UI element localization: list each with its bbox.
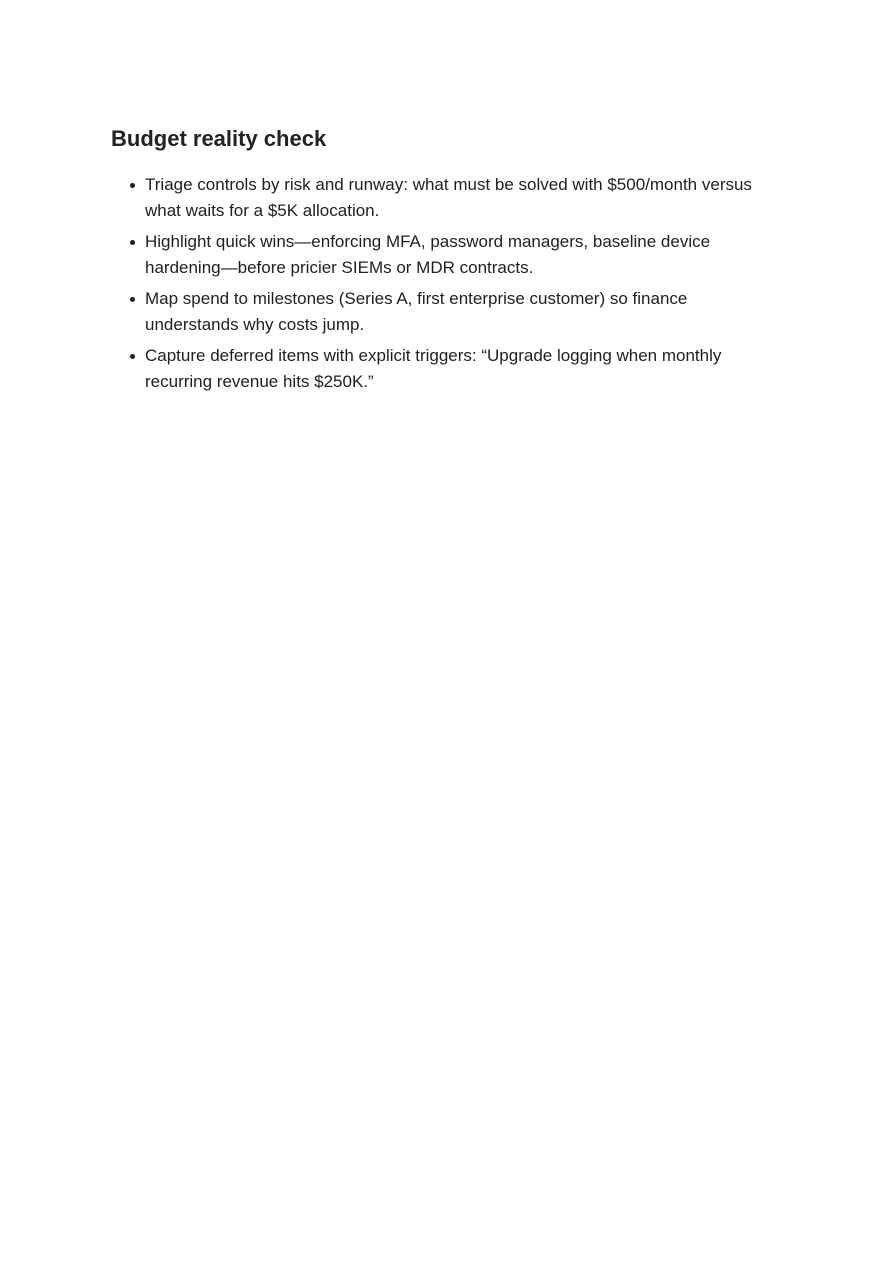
list-item-text: Capture deferred items with explicit triggers: “Upgrade logging when monthly recurring revenue hits $250K.”	[145, 346, 722, 391]
bullet-icon	[130, 183, 135, 188]
list-item-text: Map spend to milestones (Series A, first enterprise customer) so finance understands why costs jump.	[145, 289, 688, 334]
list-item	[111, 343, 776, 395]
bullet-icon	[130, 240, 135, 245]
list-item	[111, 286, 776, 338]
bullet-list	[111, 172, 776, 395]
bullet-icon	[130, 354, 135, 359]
list-item	[111, 229, 776, 281]
list-item-text: Highlight quick wins—enforcing MFA, password managers, baseline device hardening—before pricier SIEMs or MDR contracts.	[145, 232, 711, 277]
bullet-icon	[130, 297, 135, 302]
list-item	[111, 172, 776, 224]
list-item-text: Triage controls by risk and runway: what must be solved with $500/month versus what waits for a $5K allocation.	[145, 175, 752, 220]
section-heading: Budget reality check	[111, 126, 327, 151]
